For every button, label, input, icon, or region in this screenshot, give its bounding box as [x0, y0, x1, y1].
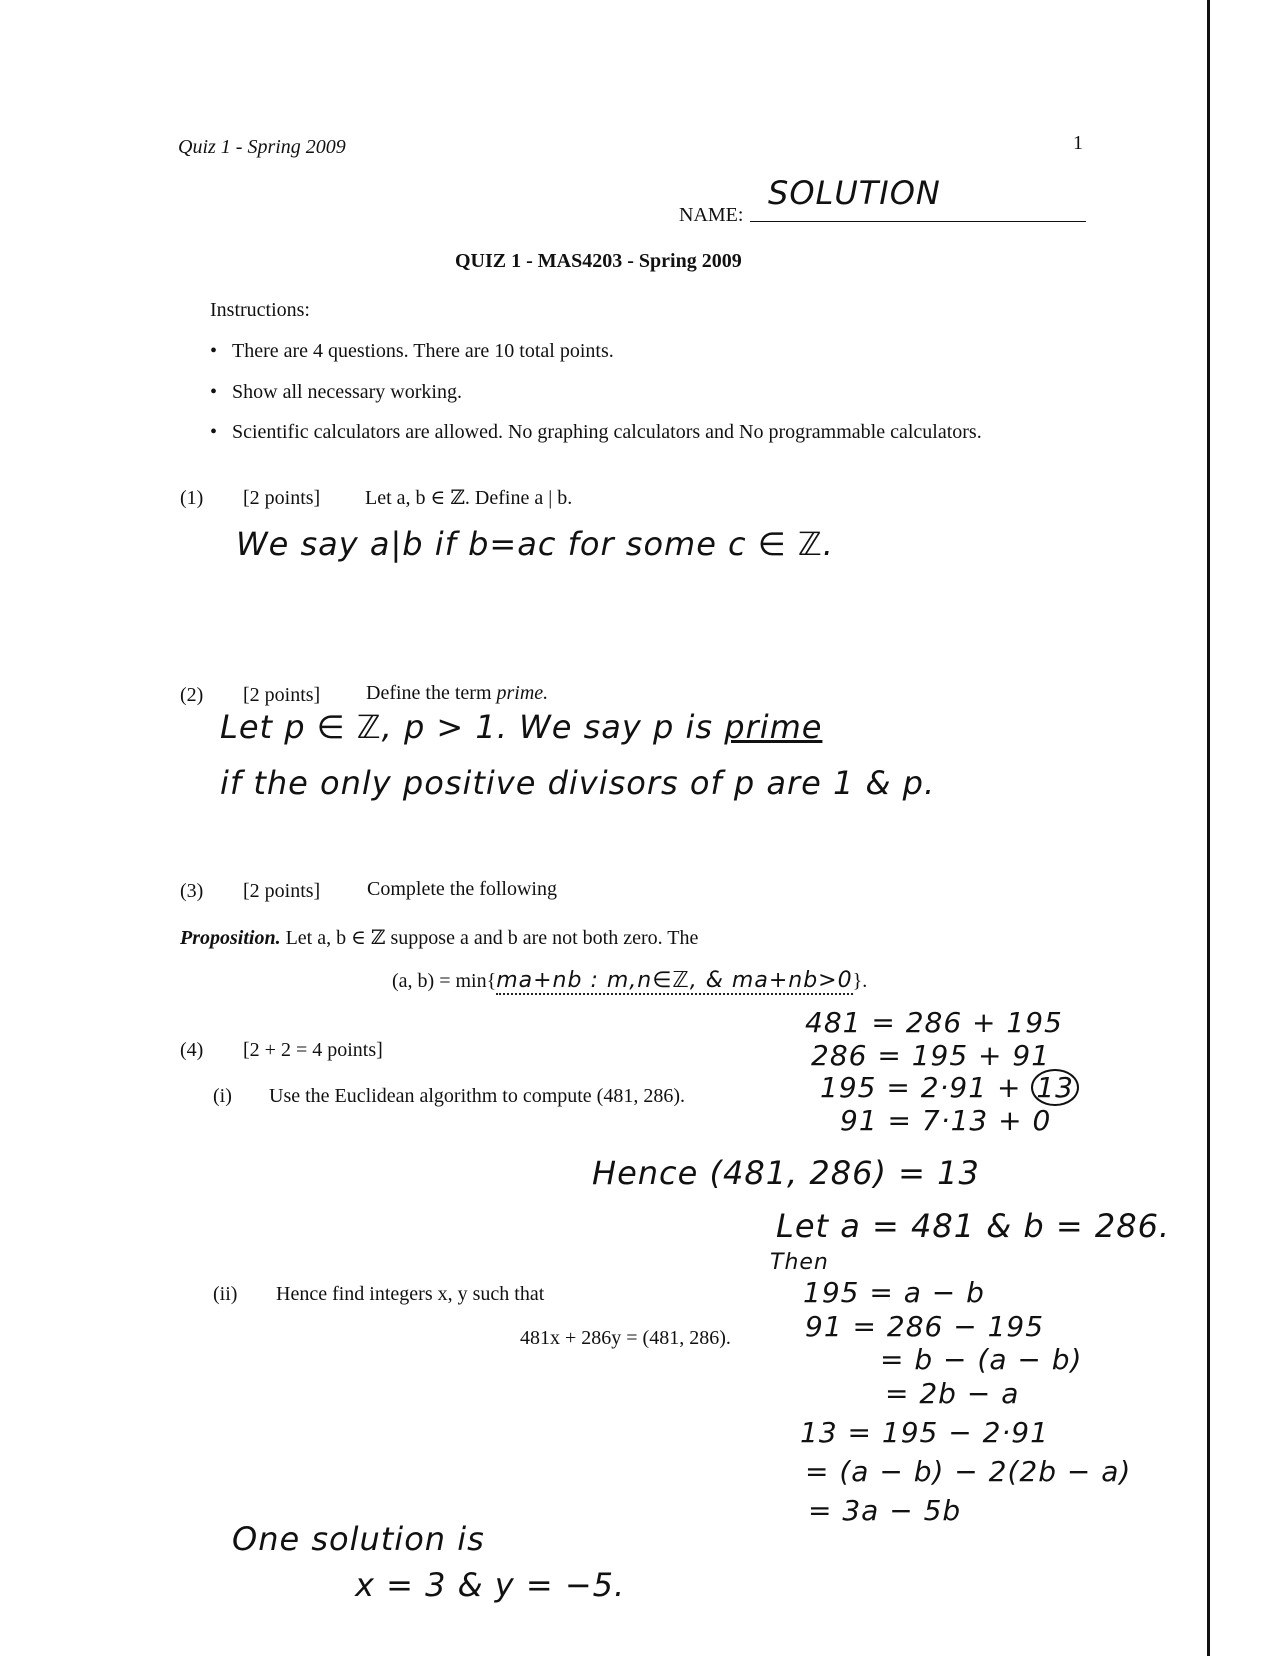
euclid-step-circled [820, 1071, 1079, 1104]
instruction-item: • There are 4 questions. There are 10 total points. [232, 340, 614, 363]
euclid-step: 481 = 286 + 195 [805, 1006, 1063, 1039]
q3-number: (3) [180, 880, 204, 902]
name-underline [750, 221, 1086, 222]
q3-proposition-label: Proposition. [180, 927, 281, 949]
q4-then: Then [770, 1250, 829, 1275]
euclid-step-text: 195 = 2·91 + [820, 1071, 1022, 1104]
q4-part-i-prompt: Use the Euclidean algorithm to compute (481, 286). [269, 1085, 686, 1107]
q2-number: (2) [180, 684, 204, 706]
q4-number: (4) [180, 1039, 204, 1061]
back-sub-step: 195 = a − b [803, 1276, 985, 1309]
q3-proposition [180, 925, 698, 950]
q2-answer-line-2: if the only positive divisors of p are 1 & p. [220, 764, 936, 802]
back-sub-step: 91 = 286 − 195 [805, 1310, 1045, 1343]
instructions-heading: Instructions: [210, 299, 310, 321]
q2-answer-prime: prime [724, 708, 823, 746]
page-number: 1 [1073, 132, 1083, 154]
q2-answer-line-1 [220, 708, 822, 746]
q3-formula-fill: ma+nb : m,n∈ℤ, & ma+nb>0 [496, 968, 853, 993]
q3-formula [392, 968, 867, 993]
euclid-circled-gcd: 13 [1031, 1069, 1079, 1106]
q1-prompt: Let a, b ∈ ℤ. Define a | b. [365, 487, 573, 509]
back-sub-step: = b − (a − b) [880, 1343, 1083, 1376]
q4-part-i-label: (i) [213, 1085, 232, 1107]
q4-part-ii-equation: 481x + 286y = (481, 286). [520, 1327, 731, 1349]
q4-points: [2 + 2 = 4 points] [243, 1039, 383, 1061]
q4-part-ii-prompt: Hence find integers x, y such that [276, 1283, 545, 1305]
q1-number: (1) [180, 487, 204, 509]
q4-hence: Hence (481, 286) = 13 [592, 1154, 980, 1192]
q3-formula-lhs: (a, b) = min{ [392, 970, 497, 992]
q2-points: [2 points] [243, 684, 321, 706]
scan-edge-line [1207, 0, 1210, 1656]
euclid-step: 286 = 195 + 91 [811, 1039, 1051, 1072]
q3-prompt: Complete the following [367, 878, 557, 900]
q1-answer: We say a|b if b=ac for some c ∈ ℤ. [236, 525, 834, 563]
quiz-title: QUIZ 1 - MAS4203 - Spring 2009 [455, 250, 742, 272]
back-sub-step: = 3a − 5b [808, 1494, 962, 1527]
q4-conclusion-line-2: x = 3 & y = −5. [355, 1566, 626, 1604]
euclid-step: 91 = 7·13 + 0 [840, 1104, 1052, 1137]
q3-points: [2 points] [243, 880, 321, 902]
q2-prompt-term: prime. [496, 682, 549, 704]
q4-let: Let a = 481 & b = 286. [776, 1207, 1171, 1245]
q1-points: [2 points] [243, 487, 321, 509]
q4-conclusion-line-1: One solution is [232, 1520, 485, 1558]
back-sub-step: = 2b − a [885, 1377, 1020, 1410]
q2-prompt [366, 682, 548, 705]
instruction-item: • Show all necessary working. [232, 381, 462, 404]
instruction-item: • Scientific calculators are allowed. No graphing calculators and No programmable calculators. [232, 421, 982, 444]
name-label: NAME: [679, 204, 744, 226]
q2-prompt-text: Define the term [366, 682, 492, 704]
q4-part-ii-label: (ii) [213, 1283, 238, 1305]
q2-answer-text: Let p ∈ ℤ, p > 1. We say p is [220, 708, 714, 746]
back-sub-step: = (a − b) − 2(2b − a) [805, 1455, 1132, 1488]
name-value: SOLUTION [768, 174, 941, 212]
q3-proposition-text: Let a, b ∈ ℤ suppose a and b are not both zero. The [285, 927, 699, 949]
back-sub-step: 13 = 195 − 2·91 [800, 1416, 1049, 1449]
running-title: Quiz 1 - Spring 2009 [178, 136, 346, 158]
q3-formula-rhs: }. [852, 970, 868, 992]
